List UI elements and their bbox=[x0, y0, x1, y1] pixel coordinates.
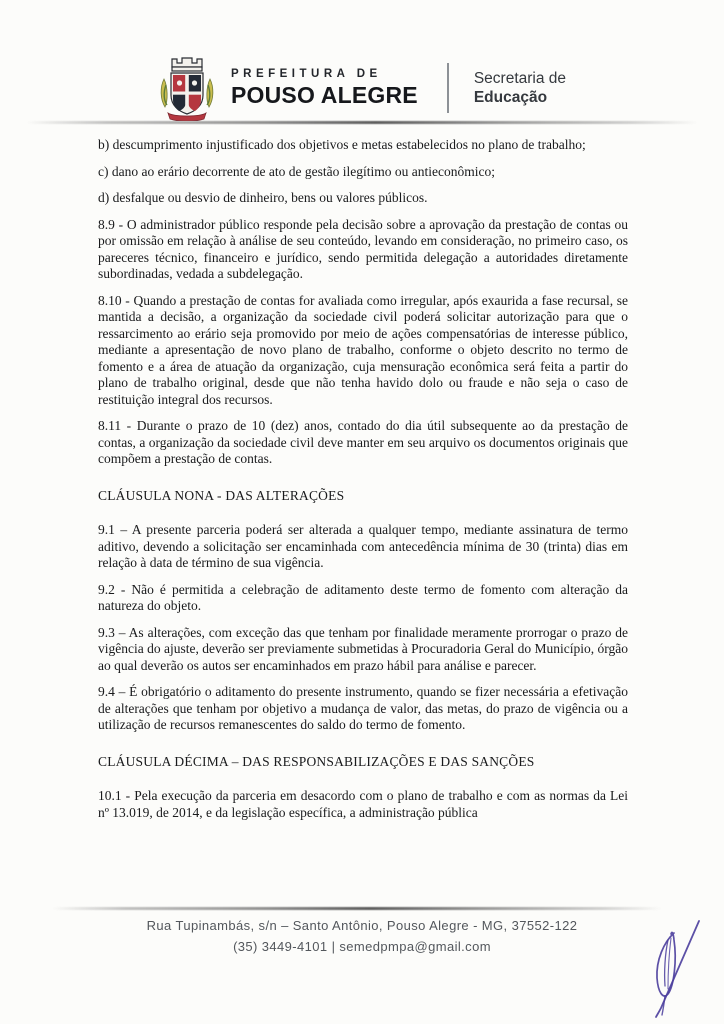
signature-scribble bbox=[634, 916, 706, 1020]
paragraph-9-2: 9.2 - Não é permitida a celebração de aditamento deste termo de fomento com alteração da natureza do objeto. bbox=[98, 581, 628, 613]
paragraph-9-4: 9.4 – É obrigatório o aditamento do presente instrumento, quando se fizer necessária a efetivação de alterações que tenham por objetivo a mudança de valor, das metas, do prazo de vigência ou a utilização de recursos remanescentes do saldo do termo de fomento. bbox=[98, 684, 628, 732]
paragraph-8-10: 8.10 - Quando a prestação de contas for avaliada como irregular, após exaurida a fase recursal, se mantida a decisão, a organização da sociedade civil poderá solicitar autorização para que o ressarcimento ao erário seja promovido por meio de ações compensatórias de interesse público, mediante a apresentação de novo plano de trabalho, conforme o objeto descrito no termo de fomento e a área de atuação da organização, cuja mensuração econômica será feita a partir do plano de trabalho original, desde que não tenha havido dolo ou fraude e não seja o caso de restituição integral dos recursos. bbox=[98, 292, 628, 407]
section-heading-clausula-nona: CLÁUSULA NONA - DAS ALTERAÇÕES bbox=[98, 487, 345, 503]
document-body bbox=[98, 137, 628, 831]
header-rule bbox=[26, 121, 698, 124]
footer bbox=[0, 915, 724, 957]
org-name-line1: PREFEITURA DE bbox=[230, 67, 382, 80]
clause-item-c: c) dano ao erário decorrente de ato de gestão ilegítimo ou antieconômico; bbox=[98, 163, 495, 179]
department-line1: Secretaria de bbox=[473, 69, 567, 87]
city-coat-of-arms-icon bbox=[158, 55, 216, 121]
clause-item-d: d) desfalque ou desvio de dinheiro, bens ou valores públicos. bbox=[98, 190, 428, 205]
footer-contact: (35) 3449-4101 | semedpmpa@gmail.com bbox=[233, 939, 491, 954]
letterhead bbox=[0, 52, 724, 124]
department-line2: Educação bbox=[473, 88, 548, 106]
footer-rule bbox=[52, 907, 662, 910]
footer-address: Rua Tupinambás, s/n – Santo Antônio, Pouso Alegre - MG, 37552-122 bbox=[146, 918, 578, 933]
paragraph-8-9: 8.9 - O administrador público responde pela decisão sobre a aprovação da prestação de contas ou por omissão em relação à análise de seu conteúdo, levando em consideração, no primeiro caso, os pareceres técnico, financeiro e jurídico, sendo permitida delegação a autoridades diretamente subordinadas, vedada a subdelegação. bbox=[98, 216, 628, 281]
paragraph-9-1: 9.1 – A presente parceria poderá ser alterada a qualquer tempo, mediante assinatura de termo aditivo, devendo a solicitação ser encaminhada com antecedência mínima de 30 (trinta) dias em relação à data de término de sua vigência. bbox=[98, 522, 628, 570]
department-name bbox=[474, 70, 566, 107]
paragraph-8-11: 8.11 - Durante o prazo de 10 (dez) anos, contado do dia útil subsequente ao da prestação de contas, a organização da sociedade civil deve manter em seu arquivo os documentos originais que compõem a prestação de contas. bbox=[98, 418, 628, 466]
header-divider bbox=[447, 63, 449, 113]
org-name bbox=[231, 68, 418, 109]
section-heading-clausula-decima: CLÁUSULA DÉCIMA – DAS RESPONSABILIZAÇÕES E DAS SANÇÕES bbox=[98, 753, 535, 769]
paragraph-9-3: 9.3 – As alterações, com exceção das que tenham por finalidade meramente prorrogar o prazo de vigência do ajuste, deverão ser previamente submetidas à Procuradoria Geral do Município, órgão ao qual deverão os autos ser encaminhados em prazo hábil para análise e parecer. bbox=[98, 624, 628, 673]
clause-item-b: b) descumprimento injustificado dos objetivos e metas estabelecidos no plano de trabalho; bbox=[98, 137, 586, 152]
org-name-line2: POUSO ALEGRE bbox=[230, 81, 418, 108]
paragraph-10-1: 10.1 - Pela execução da parceria em desacordo com o plano de trabalho e com as normas da Lei nº 13.019, de 2014, e da legislação específica, a administração pública bbox=[98, 788, 628, 820]
